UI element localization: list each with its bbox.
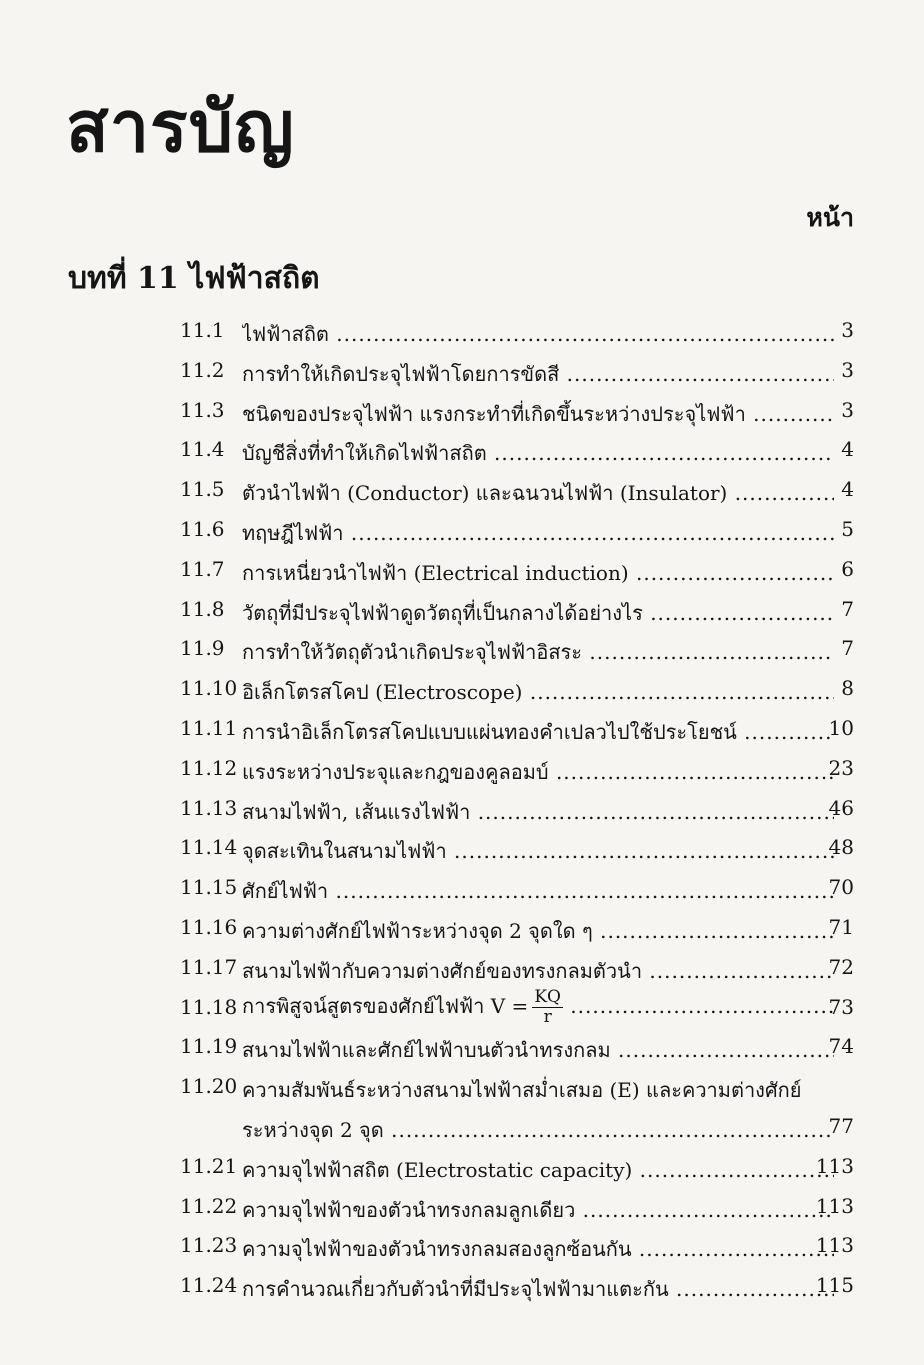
toc-entry-page: 113: [815, 1193, 854, 1218]
toc-entry-page: 46: [828, 795, 854, 820]
toc-entry-page: 48: [828, 835, 854, 860]
toc-entry-page: 6: [841, 556, 854, 581]
toc-entry-number: 11.8: [180, 596, 225, 621]
toc-entry-title: [242, 989, 834, 1026]
toc-entry-title: ความจุไฟฟ้าสถิต (Electrostatic capacity) .....: [242, 1154, 834, 1186]
toc-entry-title: ความสัมพันธ์ระหว่างสนามไฟฟ้าสม่ำเสมอ (E) และความต่างศักย์: [242, 1078, 802, 1103]
toc-entry-page: 5: [841, 516, 854, 541]
chapter-heading: บทที่ 11 ไฟฟ้าสถิต: [68, 261, 320, 296]
toc-entry-title: ชนิดของประจุไฟฟ้า แรงกระทำที่เกิดขึ้นระหว่างประจุไฟฟ้า .....: [242, 398, 834, 430]
toc-entry-number: 11.18: [180, 994, 238, 1019]
toc-entry: [0, 947, 924, 987]
toc-entry: [0, 867, 924, 907]
toc-entry: [0, 390, 924, 430]
toc-entry-title: อิเล็กโตรสโคป (Electroscope) .....: [242, 676, 834, 708]
toc-entry: [0, 589, 924, 629]
toc-entry-title: การเหนี่ยวนำไฟฟ้า (Electrical induction) .....: [242, 557, 834, 589]
toc-entry-page: 3: [841, 318, 854, 342]
toc-entry-page: 115: [815, 1273, 854, 1298]
toc-entry: [0, 708, 924, 748]
toc-entry-title: การทำให้เกิดประจุไฟฟ้าโดยการขัดสี .....: [242, 358, 834, 390]
toc-entry-page: 4: [841, 477, 854, 502]
toc-entry-number: 11.15: [180, 875, 238, 900]
toc-entry: [0, 310, 924, 350]
toc-entry-number: 11.5: [180, 477, 225, 502]
toc-entry: [0, 1066, 924, 1146]
toc-entry-page: 113: [815, 1233, 854, 1258]
toc-entry-page: 7: [841, 596, 854, 621]
toc-entry-page: 113: [815, 1153, 854, 1178]
toc-entry: [0, 628, 924, 668]
toc-entry-page: 74: [828, 1034, 854, 1059]
toc-entry: [0, 1225, 924, 1265]
toc-entry-number: 11.3: [180, 397, 225, 422]
toc-entry-title: แรงระหว่างประจุและกฎของคูลอมบ์ .....: [242, 756, 834, 788]
toc-entry-title: สนามไฟฟ้า, เส้นแรงไฟฟ้า .....: [242, 796, 834, 828]
toc-entry: [0, 987, 924, 1027]
toc-entry-number: 11.7: [180, 556, 225, 581]
page-column-header: หน้า: [806, 203, 854, 232]
toc-entry-number: 11.22: [180, 1193, 238, 1218]
toc-entry-title: ความจุไฟฟ้าของตัวนำทรงกลมสองลูกซ้อนกัน .....: [242, 1233, 834, 1265]
toc-entry-title: การนำอิเล็กโตรสโคปแบบแผ่นทองคำเปลวไปใช้ประโยชน์ .....: [242, 716, 834, 748]
toc-entry-number: 11.21: [180, 1153, 238, 1178]
toc-entry-number: 11.19: [180, 1034, 238, 1059]
toc-entry-page: 23: [828, 755, 854, 780]
toc-entry-title-continued: ระหว่างจุด 2 จุด .....: [242, 1114, 834, 1146]
toc-entry-number: 11.6: [180, 516, 225, 541]
toc-entry-page: 7: [841, 636, 854, 661]
toc-entry-page: 71: [828, 914, 854, 939]
toc-entry-title: ความต่างศักย์ไฟฟ้าระหว่างจุด 2 จุดใด ๆ .....: [242, 915, 834, 947]
toc-entry-number: 11.24: [180, 1273, 238, 1298]
toc-entry-number: 11.17: [180, 954, 238, 979]
toc-entry-title-text: การพิสูจน์สูตรของศักย์ไฟฟ้า V =: [242, 993, 529, 1018]
toc-entry-page: 70: [828, 875, 854, 900]
toc-entry-page: 10: [828, 715, 854, 740]
toc-entry: [0, 350, 924, 390]
toc-entry-number: 11.2: [180, 357, 225, 382]
toc-entry: [0, 907, 924, 947]
toc-entry-page: 77: [828, 1114, 854, 1139]
toc-entry-title: ไฟฟ้าสถิต .....: [242, 318, 834, 350]
toc-entry-number: 11.12: [180, 755, 238, 780]
toc-entry-number: 11.9: [180, 636, 225, 661]
toc-entry-page: 72: [828, 954, 854, 979]
toc-entry: [0, 1146, 924, 1186]
toc-entry-title: การทำให้วัตถุตัวนำเกิดประจุไฟฟ้าอิสระ .....: [242, 636, 834, 668]
toc-entry-title: บัญชีสิ่งที่ทำให้เกิดไฟฟ้าสถิต .....: [242, 437, 834, 469]
toc-entry: [0, 509, 924, 549]
toc-entry-number: 11.23: [180, 1233, 238, 1258]
fraction-denominator: r: [543, 1006, 552, 1026]
toc-entry: [0, 827, 924, 867]
toc-entry-number: 11.20: [180, 1074, 238, 1099]
toc-entry-number: 11.14: [180, 835, 238, 860]
toc-entry-number: 11.16: [180, 914, 238, 939]
toc-entry-page: 3: [841, 397, 854, 422]
toc-entry-page: 4: [841, 437, 854, 462]
toc-entry-title: ตัวนำไฟฟ้า (Conductor) และฉนวนไฟฟ้า (Insulator) .....: [242, 477, 834, 509]
toc-entry-title: สนามไฟฟ้าและศักย์ไฟฟ้าบนตัวนำทรงกลม .....: [242, 1034, 834, 1066]
toc-list: [0, 310, 924, 1305]
toc-entry-number: 11.13: [180, 795, 238, 820]
toc-entry-title: ความจุไฟฟ้าของตัวนำทรงกลมลูกเดียว .....: [242, 1194, 834, 1226]
toc-entry: [0, 788, 924, 828]
toc-entry-page: 3: [841, 357, 854, 382]
toc-entry: [0, 668, 924, 708]
toc-entry: [0, 1186, 924, 1226]
toc-entry: [0, 1026, 924, 1066]
toc-entry-number: 11.4: [180, 437, 225, 462]
toc-entry-number: 11.10: [180, 676, 238, 701]
toc-entry-title: สนามไฟฟ้ากับความต่างศักย์ของทรงกลมตัวนำ .....: [242, 955, 834, 987]
formula-fraction: [532, 989, 563, 1026]
page-title: สารบัญ: [66, 85, 295, 168]
toc-entry-page: 8: [841, 676, 854, 701]
toc-entry-title: ทฤษฎีไฟฟ้า .....: [242, 517, 834, 549]
toc-entry: [0, 429, 924, 469]
toc-entry: [0, 469, 924, 509]
fraction-numerator: KQ: [534, 988, 561, 1007]
toc-entry: [0, 549, 924, 589]
toc-entry: [0, 1265, 924, 1305]
toc-entry: [0, 748, 924, 788]
toc-entry-title: วัตถุที่มีประจุไฟฟ้าดูดวัตถุที่เป็นกลางได้อย่างไร .....: [242, 597, 834, 629]
toc-entry-page: 73: [828, 994, 854, 1019]
toc-entry-number: 11.1: [180, 318, 225, 342]
toc-entry-title: จุดสะเทินในสนามไฟฟ้า .....: [242, 835, 834, 867]
toc-entry-title: การคำนวณเกี่ยวกับตัวนำที่มีประจุไฟฟ้ามาแตะกัน .....: [242, 1273, 834, 1305]
toc-entry-number: 11.11: [180, 715, 238, 740]
toc-entry-title: ศักย์ไฟฟ้า .....: [242, 875, 834, 907]
